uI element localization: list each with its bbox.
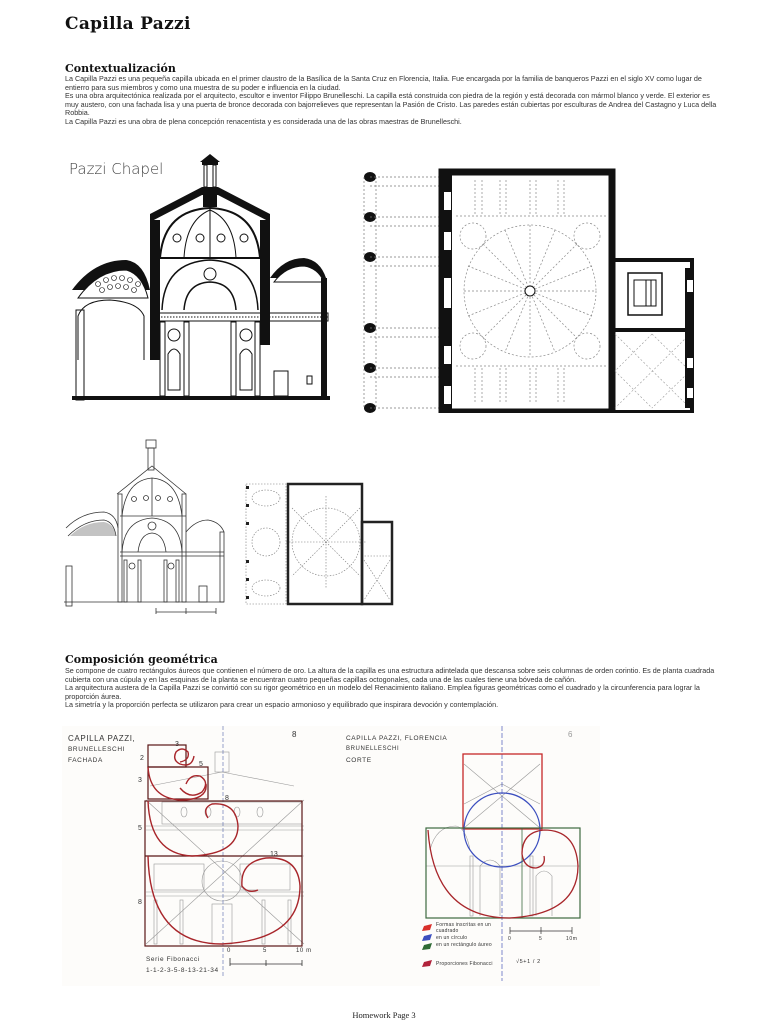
paragraph: La Capilla Pazzi es una obra de plena concepción renacentista y es considerada una de las obras maestras de Brunelleschi. [65,116,462,126]
line-drawings-figure [64,436,396,626]
section-drawing [64,150,339,410]
page-footer: Homework Page 3 [352,1010,416,1020]
section-heading-contextualizacion: Contextualización [65,62,176,75]
scale-label-10: 10m [566,936,578,942]
svg-text:8: 8 [225,795,229,802]
side-label: 5 [138,825,142,832]
section-heading-composicion: Composición geométrica [65,653,218,666]
sketch-page-number: 6 [568,730,574,739]
sketch-title-line: CAPILLA PAZZI, [68,734,136,743]
fibonacci-series-label: Serie Fibonacci [146,956,200,963]
sketch-title-line: CAPILLA PAZZI, FLORENCIA [346,735,448,742]
paragraph: Se compone de cuatro rectángulos áureos que contienen el número de oro. La altura de la capilla es una estructura adintelada que descansa sobre seis columnas de orden corintio. Es de planta cuadrada cubierta con una cúpula y en las esquinas de la planta se encuentran cuatro pequeñas capillas octogonales, cada una de las cuales tiene una bóveda de cañón. [65,666,715,684]
scale-label-10: 10 m [296,948,312,954]
sketch-title-line: FACHADA [68,757,103,764]
scale-label-5: 5 [539,936,543,942]
side-label: 3 [138,777,142,784]
svg-text:5: 5 [199,761,203,768]
sketch-title-line: BRUNELLESCHI [346,746,400,752]
fibonacci-series-values: 1-1-2-3-5-8-13-21-34 [146,967,219,974]
facade-fibonacci-sketch [62,726,340,986]
section-and-plan-line-drawing [64,436,396,626]
side-label: 8 [138,899,142,906]
golden-ratio-formula: √5+1 / 2 [516,959,541,965]
svg-text:13: 13 [270,851,278,858]
scale-label-5: 5 [263,948,267,954]
scale-label-0: 0 [508,936,512,942]
legend-square-label: Formas inscritas en un cuadrado [436,922,491,934]
sketch-title-line: CORTE [346,757,372,764]
section-geometry-sketch [340,726,600,986]
scale-label-0: 0 [227,948,231,954]
paragraph: La arquitectura austera de la Capilla Pazzi se convirtió con su rigor geométrico en un modelo del Renacimiento italiano. Emplea figuras geométricas como el cuadrado y la circunferencia para lograr la proporción áurea. [65,683,700,701]
facade-drawing [62,726,340,986]
svg-text:3: 3 [175,741,179,748]
page-title: Capilla Pazzi [65,14,191,34]
contextualizacion-text [65,75,725,127]
paragraph: La Capilla Pazzi es una pequeña capilla ubicada en el primer claustro de la Basílica de la Santa Cruz en Florencia, Italia. Fue encargada por la familia de banqueros Pazzi en el siglo XV como lugar de entierro para sus miembros y como una muestra de su poder e influencia en la ciudad. [65,74,702,92]
pazzi-chapel-section-figure [64,150,339,410]
composicion-text [65,667,725,710]
legend-golden-rect-label: en un rectángulo áureo [436,942,492,948]
paragraph: Es una obra arquitectónica realizada por el arquitecto, escultor e inventor Filippo Brunelleschi. La capilla está construida con piedra de la región y está decorada con mármol blanco y verde. El exterior es muy austero, con una fachada lisa y una puerta de bronce decorada con bajorrelieves que representan la Pasión de Cristo. Las paredes están cubiertas por esculturas de Andrea del Castagno y Luca della Robbia. [65,91,717,118]
figure-label: Pazzi Chapel [69,160,164,178]
side-label: 2 [140,755,144,762]
legend-fibonacci-label: Proporciones Fibonacci [436,961,493,967]
legend-circle-label: en un círculo [436,935,468,941]
sketch-page-number: 8 [292,730,298,739]
pazzi-chapel-plan-figure [360,168,695,413]
plan-drawing [360,168,695,413]
paragraph: La simetría y la proporción perfecta se utilizaron para crear un espacio armonioso y equilibrado que inspirara devoción y contemplación. [65,700,499,710]
sketch-title-line: BRUNELLESCHI [68,746,126,753]
